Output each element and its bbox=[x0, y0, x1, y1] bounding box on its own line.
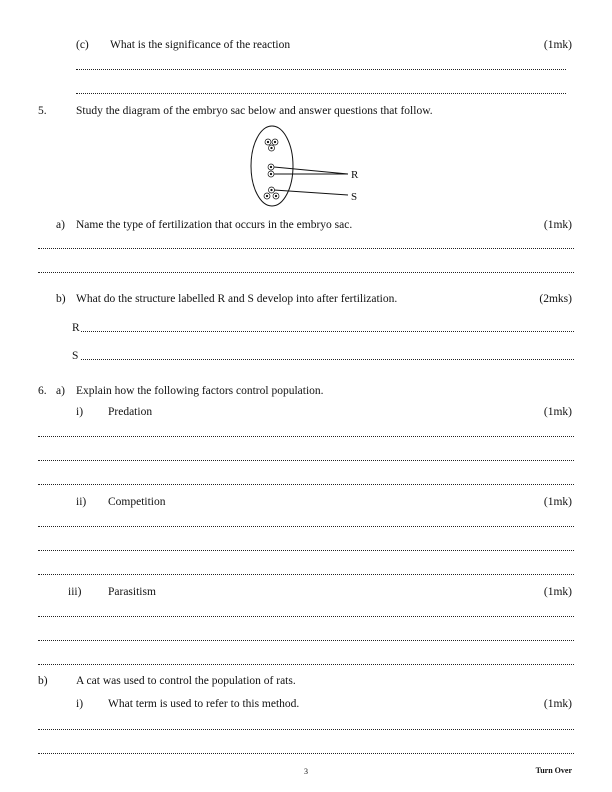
answer-line[interactable] bbox=[38, 550, 574, 551]
q6a-ii-marks: (1mk) bbox=[543, 496, 572, 508]
answer-line[interactable] bbox=[38, 460, 574, 461]
turn-over: Turn Over bbox=[535, 766, 572, 775]
answer-line[interactable] bbox=[38, 616, 574, 617]
egg-apparatus bbox=[264, 187, 279, 199]
label-r: R bbox=[351, 169, 359, 181]
answer-line[interactable] bbox=[38, 272, 574, 273]
q5a-label: a) bbox=[56, 219, 65, 231]
answer-line[interactable] bbox=[38, 574, 574, 575]
answer-line[interactable] bbox=[76, 69, 566, 70]
answer-line[interactable] bbox=[38, 729, 574, 730]
q6a-i-marks: (1mk) bbox=[543, 406, 572, 418]
q6-number: 6. bbox=[38, 385, 47, 397]
q5b-label: b) bbox=[56, 293, 66, 305]
q6b-i-question: What term is used to refer to this method. bbox=[108, 698, 300, 710]
polar-nuclei bbox=[268, 164, 274, 177]
q5b-marks: (2mks) bbox=[539, 293, 572, 305]
embryo-sac-outline bbox=[251, 126, 293, 206]
antipodal-cells bbox=[265, 139, 278, 151]
q5b-s-prefix: S bbox=[72, 350, 79, 362]
q6a-ii-text: Competition bbox=[108, 496, 166, 508]
answer-line[interactable] bbox=[38, 248, 574, 249]
q6b-label: b) bbox=[38, 675, 48, 687]
label-line-r bbox=[274, 167, 348, 174]
answer-line[interactable] bbox=[76, 93, 566, 94]
q6a-i-text: Predation bbox=[108, 406, 153, 418]
q6b-i-label: i) bbox=[76, 698, 84, 710]
answer-line[interactable] bbox=[38, 484, 574, 485]
q5b-r-prefix: R bbox=[72, 322, 80, 334]
q6a-iii-label: iii) bbox=[68, 586, 82, 598]
q6a-iii-text: Parasitism bbox=[108, 586, 156, 598]
q4c-marks: (1mk) bbox=[543, 39, 572, 51]
answer-line[interactable] bbox=[38, 526, 574, 527]
q5b-question: What do the structure labelled R and S develop into after fertilization. bbox=[76, 293, 398, 305]
answer-line[interactable] bbox=[38, 436, 574, 437]
q6a-ii-label: ii) bbox=[76, 496, 87, 508]
q6a-i-label: i) bbox=[76, 406, 84, 418]
q4c-question: What is the significance of the reaction bbox=[110, 39, 291, 51]
q6a-label: a) bbox=[56, 385, 65, 397]
answer-line[interactable] bbox=[38, 664, 574, 665]
answer-line[interactable] bbox=[38, 640, 574, 641]
q6a-iii-marks: (1mk) bbox=[543, 586, 572, 598]
answer-line-r[interactable] bbox=[81, 331, 574, 332]
q6a-instruction: Explain how the following factors control population. bbox=[76, 385, 324, 397]
q5a-question: Name the type of fertilization that occurs in the embryo sac. bbox=[76, 219, 353, 231]
answer-line[interactable] bbox=[38, 753, 574, 754]
label-line-s bbox=[274, 190, 348, 195]
q5-number: 5. bbox=[38, 105, 47, 117]
q6b-i-marks: (1mk) bbox=[543, 698, 572, 710]
q5-instruction: Study the diagram of the embryo sac below and answer questions that follow. bbox=[76, 105, 433, 117]
label-s: S bbox=[351, 191, 358, 203]
q4c-label: (c) bbox=[76, 39, 89, 51]
q5a-marks: (1mk) bbox=[543, 219, 572, 231]
answer-line-s[interactable] bbox=[81, 359, 574, 360]
embryo-sac-diagram bbox=[240, 124, 370, 208]
q6b-statement: A cat was used to control the population of rats. bbox=[76, 675, 296, 687]
page-number: 3 bbox=[304, 767, 308, 776]
